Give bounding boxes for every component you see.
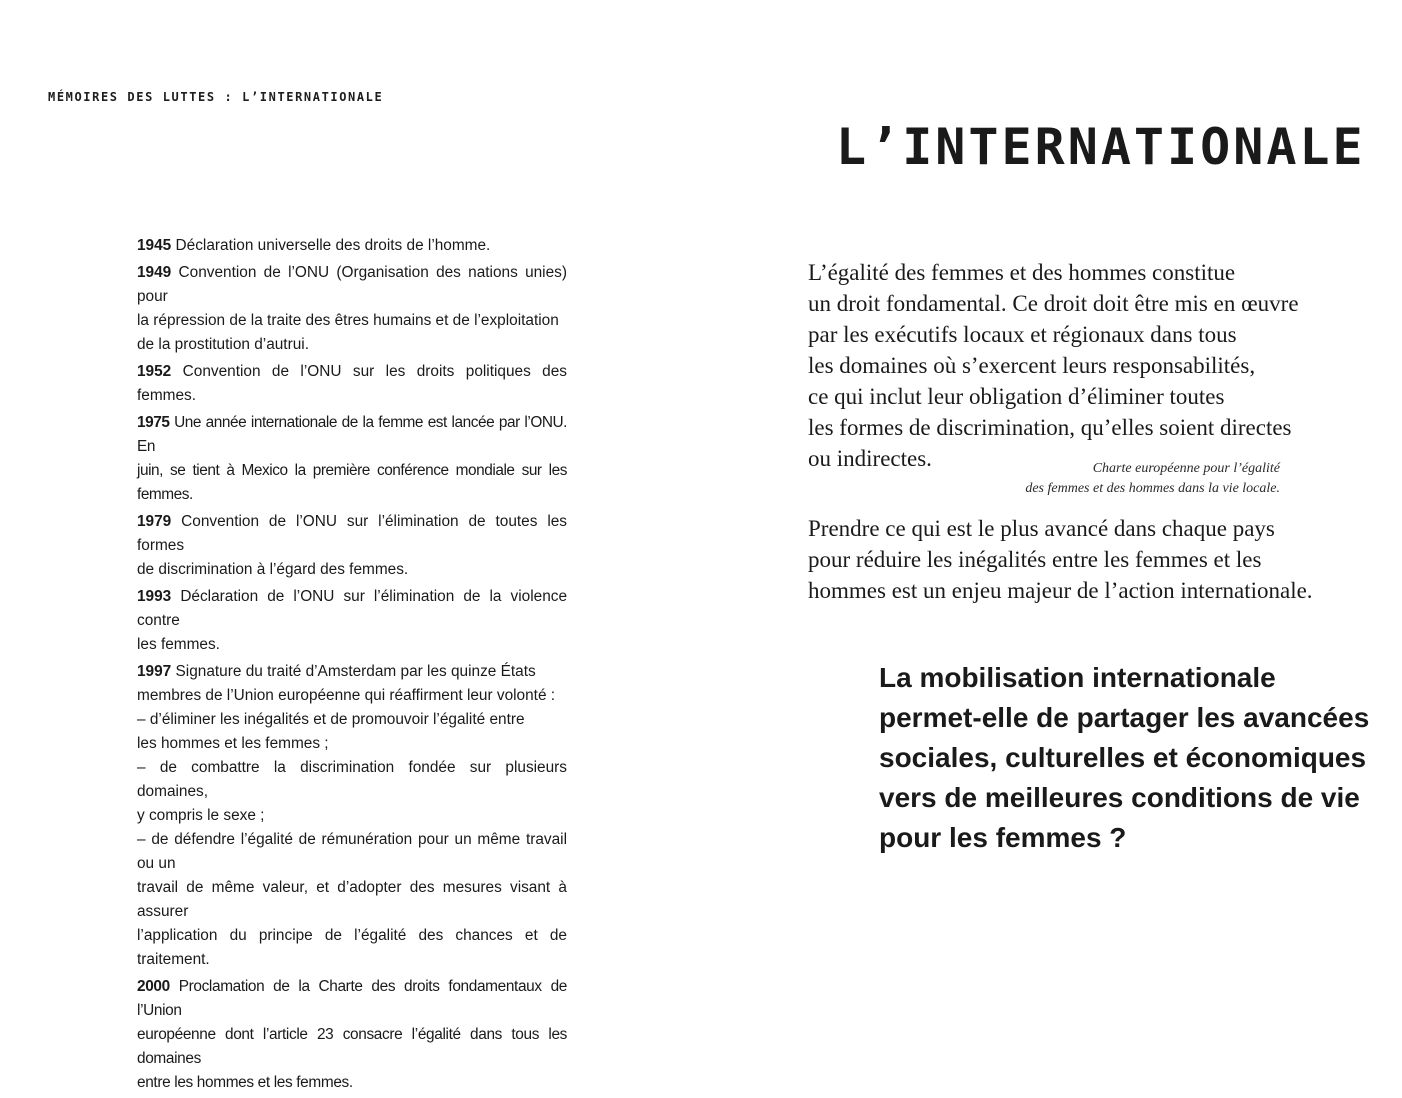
timeline-line bbox=[137, 975, 567, 1023]
timeline-text: de discrimination à l’égard des femmes. bbox=[137, 561, 409, 578]
timeline-line bbox=[137, 585, 567, 633]
timeline-text: Convention de l’ONU sur les droits politiques des femmes. bbox=[137, 363, 568, 404]
paragraph-line: Prendre ce qui est le plus avancé dans chaque pays bbox=[808, 516, 1275, 541]
timeline-line bbox=[137, 234, 567, 258]
body-paragraph bbox=[808, 513, 1313, 606]
timeline-item-1952 bbox=[137, 360, 567, 408]
timeline-item-1949 bbox=[137, 261, 567, 357]
quote-line: les domaines où s’exercent leurs responsabilités, bbox=[808, 353, 1256, 378]
paragraph-line: hommes est un enjeu majeur de l’action internationale. bbox=[808, 578, 1313, 603]
timeline-text: l’application du principe de l’égalité des chances et de traitement. bbox=[137, 927, 567, 968]
timeline-text: européenne dont l’article 23 consacre l’égalité dans tous les domaines bbox=[137, 1026, 567, 1067]
timeline-text: travail de même valeur, et d’adopter des mesures visant à assurer bbox=[137, 879, 567, 920]
timeline-text: y compris le sexe ; bbox=[137, 807, 265, 824]
running-header: MÉMOIRES DES LUTTES : L’INTERNATIONALE bbox=[48, 90, 384, 104]
quote-paragraph bbox=[808, 257, 1299, 474]
quote-line: ce qui inclut leur obligation d’éliminer toutes bbox=[808, 384, 1225, 409]
timeline-item-2000 bbox=[137, 975, 567, 1095]
quote-line: L’égalité des femmes et des hommes constitue bbox=[808, 260, 1236, 285]
timeline-text: juin, se tient à Mexico la première conférence mondiale sur les femmes. bbox=[137, 462, 567, 503]
timeline-item-1997 bbox=[137, 660, 567, 972]
timeline-line bbox=[137, 510, 567, 558]
timeline-text: Convention de l’ONU sur l’élimination de toutes les formes bbox=[137, 513, 567, 554]
timeline-year: 1949 bbox=[137, 264, 172, 281]
timeline-year: 1952 bbox=[137, 363, 172, 380]
quote-source bbox=[1025, 459, 1280, 499]
quote-line: par les exécutifs locaux et régionaux dans tous bbox=[808, 322, 1237, 347]
timeline-text: membres de l’Union européenne qui réaffirment leur volonté : bbox=[137, 687, 556, 704]
timeline-year: 2000 bbox=[137, 978, 170, 995]
timeline-text: – de combattre la discrimination fondée sur plusieurs domaines, bbox=[137, 759, 567, 800]
timeline-line bbox=[137, 660, 567, 684]
timeline-text: – d’éliminer les inégalités et de promouvoir l’égalité entre bbox=[137, 711, 525, 728]
timeline-text: de la prostitution d’autrui. bbox=[137, 336, 309, 353]
timeline-text: Déclaration universelle des droits de l’homme. bbox=[175, 237, 491, 254]
timeline-year: 1945 bbox=[137, 237, 172, 254]
timeline-text: – de défendre l’égalité de rémunération pour un même travail ou un bbox=[137, 831, 567, 872]
quote-line: les formes de discrimination, qu’elles soient directes bbox=[808, 415, 1292, 440]
question-line: vers de meilleures conditions de vie bbox=[879, 782, 1360, 813]
question-line: La mobilisation internationale bbox=[879, 662, 1276, 693]
timeline-text: la répression de la traite des êtres humains et de l’exploitation bbox=[137, 312, 559, 329]
timeline-text: entre les hommes et les femmes. bbox=[137, 1074, 353, 1091]
question-line: pour les femmes ? bbox=[879, 822, 1127, 853]
timeline-line bbox=[137, 261, 567, 309]
timeline-text: Signature du traité d’Amsterdam par les quinze États bbox=[175, 663, 536, 680]
timeline bbox=[137, 234, 567, 1098]
quote-line: ou indirectes. bbox=[808, 446, 932, 471]
question-line: permet-elle de partager les avancées bbox=[879, 702, 1370, 733]
quote-source-line: Charte européenne pour l’égalité bbox=[1092, 461, 1280, 476]
chapter-title: L’INTERNATIONALE bbox=[836, 118, 1366, 176]
timeline-text: Déclaration de l’ONU sur l’élimination de la violence contre bbox=[137, 588, 568, 629]
timeline-year: 1997 bbox=[137, 663, 172, 680]
timeline-text: Une année internationale de la femme est lancée par l’ONU. En bbox=[137, 414, 568, 455]
timeline-item-1945 bbox=[137, 234, 567, 258]
quote-source-line: des femmes et des hommes dans la vie locale. bbox=[1025, 481, 1280, 496]
timeline-line bbox=[137, 360, 567, 408]
timeline-year: 1979 bbox=[137, 513, 172, 530]
timeline-item-1975 bbox=[137, 411, 567, 507]
timeline-text: les hommes et les femmes ; bbox=[137, 735, 329, 752]
timeline-year: 1993 bbox=[137, 588, 172, 605]
timeline-item-1993 bbox=[137, 585, 567, 657]
timeline-text: Convention de l’ONU (Organisation des nations unies) pour bbox=[137, 264, 567, 305]
quote-line: un droit fondamental. Ce droit doit être mis en œuvre bbox=[808, 291, 1299, 316]
timeline-text: Proclamation de la Charte des droits fondamentaux de l’Union bbox=[137, 978, 567, 1019]
key-question bbox=[879, 658, 1370, 858]
timeline-text: les femmes. bbox=[137, 636, 220, 653]
paragraph-line: pour réduire les inégalités entre les femmes et les bbox=[808, 547, 1262, 572]
timeline-item-1979 bbox=[137, 510, 567, 582]
question-line: sociales, culturelles et économiques bbox=[879, 742, 1367, 773]
timeline-line bbox=[137, 411, 567, 459]
timeline-year: 1975 bbox=[137, 414, 170, 431]
